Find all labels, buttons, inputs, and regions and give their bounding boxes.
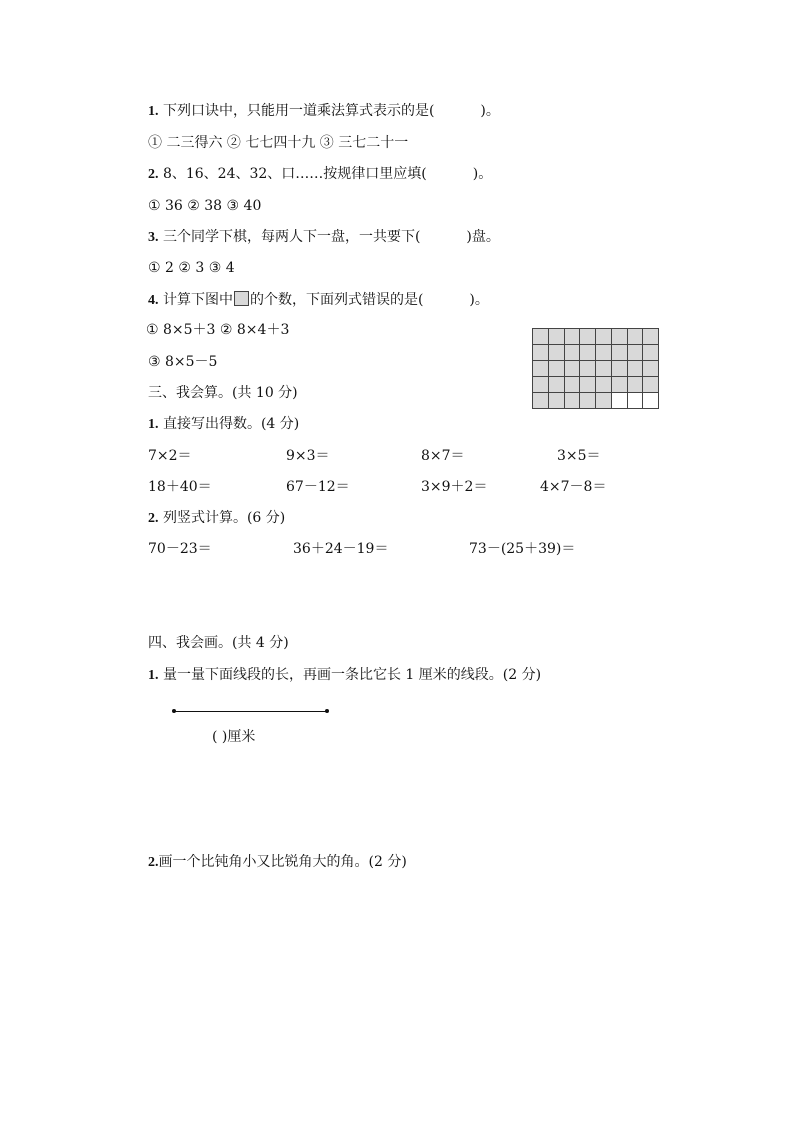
segment-start-point [172,709,176,713]
grid-cell [611,344,628,361]
grid-cell [548,344,565,361]
grid-cell [548,392,565,409]
grid-cell [642,328,659,345]
section3-title: 三、我会算。(共 10 分) [148,385,298,401]
q2-number: 2. [148,167,159,182]
grid-cell [532,376,549,393]
grid-cell [627,360,644,377]
grid-cell [564,360,581,377]
q4-text-after: 的个数，下面列式错误的是( [249,292,424,308]
q1-text: 下列口诀中，只能用一道乘法算式表示的是( [162,103,435,119]
grid-cell [564,344,581,361]
vertical-calc-item: 36＋24－19＝ [293,541,389,557]
q4-stem [148,290,489,311]
grid-cell [642,392,659,409]
calc-item: 67－12＝ [286,479,350,495]
q1-stem [148,101,500,122]
s3q2-text: 列竖式计算。(6 分) [162,510,286,526]
s4q2-text: 画一个比钝角小又比锐角大的角。(2 分) [158,854,407,870]
q3-text: 三个同学下棋，每两人下一盘，一共要下( [162,229,421,245]
q1-end: )。 [480,103,500,119]
square-grid [532,328,658,408]
s3q1-stem [148,414,299,435]
grid-cell [642,344,659,361]
s4q1-stem [148,665,541,686]
line-segment [174,711,327,712]
grid-cell [627,344,644,361]
s4q2-stem [148,852,407,873]
s4q1-number: 1. [148,668,159,683]
vertical-calc-item: 73－(25＋39)＝ [469,541,576,557]
grid-cell [564,328,581,345]
grid-cell [564,392,581,409]
segment-end-point [325,709,329,713]
q1-options: ① 二三得六 ② 七七四十九 ③ 三七二十一 [148,135,409,151]
grid-cell [595,344,612,361]
grid-cell [548,360,565,377]
q2-options: ① 36 ② 38 ③ 40 [148,198,262,214]
q3-end: )盘。 [466,229,500,245]
grid-cell [579,344,596,361]
q2-text: 8、16、24、32、口……按规律口里应填( [162,166,427,182]
grid-cell [611,328,628,345]
q3-stem [148,227,500,248]
calc-item: 3×5＝ [557,448,601,464]
calc-item: 3×9＋2＝ [421,479,488,495]
grid-cell [627,328,644,345]
q4-text-before: 计算下图中 [162,292,233,308]
s4q1-text: 量一量下面线段的长，再画一条比它长 1 厘米的线段。(2 分) [162,667,542,683]
calc-item: 18＋40＝ [148,479,212,495]
grid-cell [579,392,596,409]
q3-number: 3. [148,230,159,245]
segment-length-answer[interactable]: ( )厘米 [212,729,256,745]
grid-cell [579,328,596,345]
s3q1-number: 1. [148,417,159,432]
s3q2-number: 2. [148,511,159,526]
q4-options-1-2: ① 8×5＋3 ② 8×4＋3 [146,322,290,338]
grid-cell [579,360,596,377]
q4-end: )。 [469,292,489,308]
q1-number: 1. [148,104,159,119]
calc-item: 7×2＝ [148,448,192,464]
grid-cell [548,328,565,345]
grid-cell [548,376,565,393]
grid-cell [595,376,612,393]
section4-title: 四、我会画。(共 4 分) [148,635,289,651]
calc-item: 4×7－8＝ [540,479,607,495]
q3-options: ① 2 ② 3 ③ 4 [148,260,235,276]
grid-cell [642,360,659,377]
grid-cell [579,376,596,393]
q4-number: 4. [148,293,159,308]
grid-cell [642,376,659,393]
grid-cell [532,328,549,345]
grid-cell [595,328,612,345]
s4q2-number: 2. [148,855,159,870]
grid-cell [532,360,549,377]
q4-option-3: ③ 8×5－5 [148,354,218,370]
s3q1-text: 直接写出得数。(4 分) [162,416,300,432]
grid-cell [595,360,612,377]
grid-cell [611,360,628,377]
s3q2-stem [148,508,285,529]
calc-item: 8×7＝ [421,448,465,464]
square-icon [234,291,249,306]
calc-item: 9×3＝ [286,448,330,464]
grid-cell [611,376,628,393]
grid-cell [595,392,612,409]
grid-cell [627,376,644,393]
q2-end: )。 [472,166,493,182]
grid-cell [564,376,581,393]
grid-cell [627,392,644,409]
grid-cell [611,392,628,409]
vertical-calc-item: 70－23＝ [148,541,212,557]
grid-cell [532,392,549,409]
grid-cell [532,344,549,361]
q2-stem [148,164,492,185]
